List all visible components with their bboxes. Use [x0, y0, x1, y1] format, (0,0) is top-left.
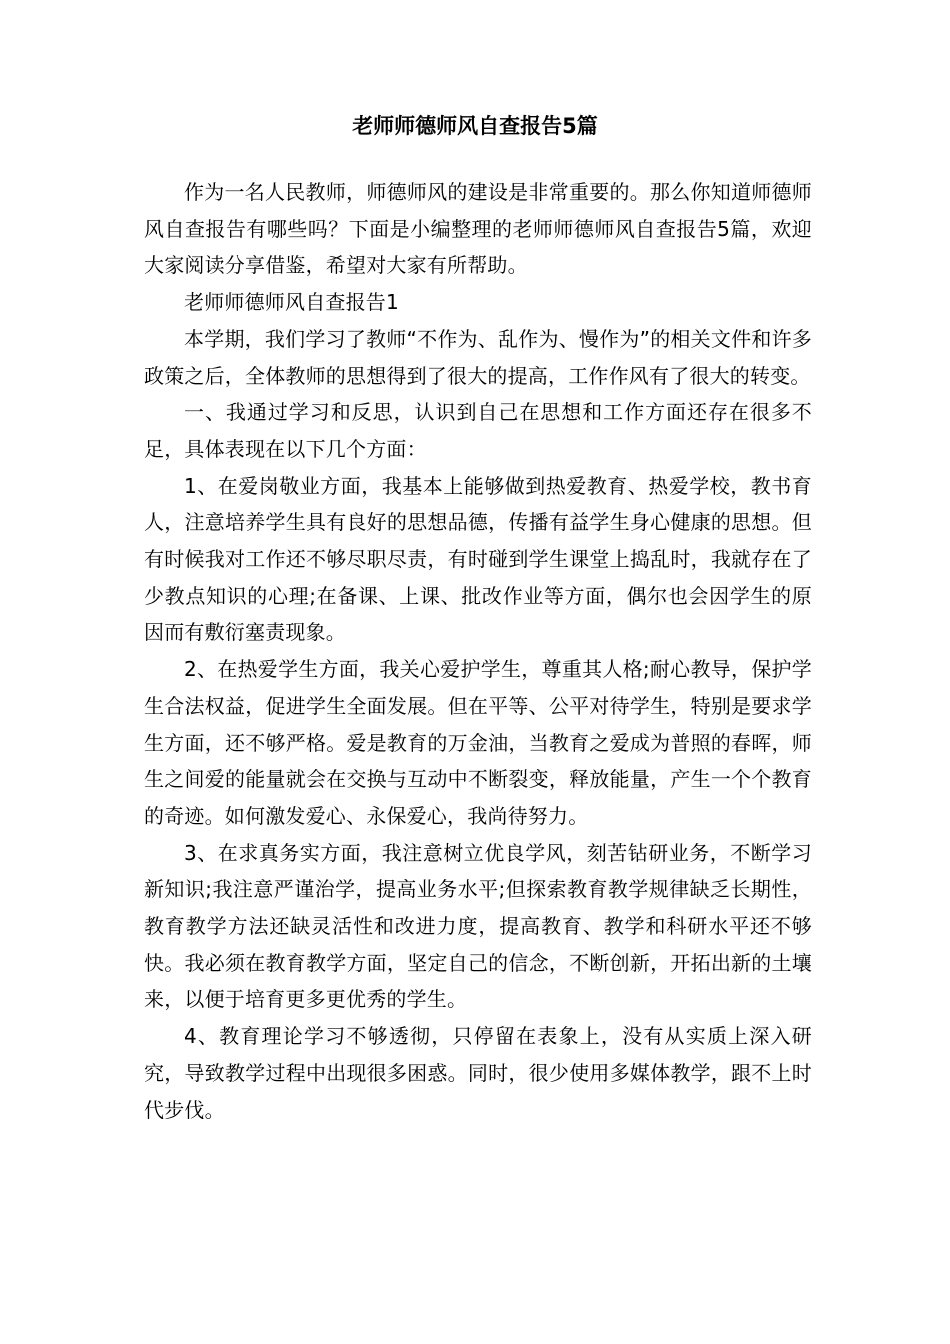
- document-body: [144, 174, 812, 1128]
- body-paragraph: 本学期，我们学习了教师“不作为、乱作为、慢作为”的相关文件和许多政策之后，全体教师的思想得到了很大的提高，工作作风有了很大的转变。: [144, 326, 812, 388]
- intro-paragraph: 作为一名人民教师，师德师风的建设是非常重要的。那么你知道师德师风自查报告有哪些吗？下面是小编整理的老师师德师风自查报告5篇，欢迎大家阅读分享借鉴，希望对大家有所帮助。: [144, 180, 812, 278]
- body-paragraph: 一、我通过学习和反思，认识到自己在思想和工作方面还存在很多不足，具体表现在以下几个方面：: [144, 400, 812, 461]
- body-paragraph: 4、教育理论学习不够透彻，只停留在表象上，没有从实质上深入研究，导致教学过程中出现很多困惑。同时，很少使用多媒体教学，跟不上时代步伐。: [144, 1024, 812, 1122]
- body-paragraph: 2、在热爱学生方面，我关心爱护学生，尊重其人格;耐心教导，保护学生合法权益，促进学生全面发展。但在平等、公平对待学生，特别是要求学生方面，还不够严格。爱是教育的万金油，当教育之爱成为普照的春晖，师生之间爱的能量就会在交换与互动中不断裂变，释放能量，产生一个个教育的奇迹。如何激发爱心、永保爱心，我尚待努力。: [144, 657, 812, 828]
- body-paragraph: 1、在爱岗敬业方面，我基本上能够做到热爱教育、热爱学校，教书育人，注意培养学生具有良好的思想品德，传播有益学生身心健康的思想。但有时候我对工作还不够尽职尽责，有时碰到学生课堂上捣乱时，我就存在了少教点知识的心理;在备课、上课、批改作业等方面，偶尔也会因学生的原因而有敷衍塞责现象。: [144, 473, 812, 645]
- document-title: 老师师德师风自查报告5篇: [352, 114, 598, 138]
- section-heading: 老师师德师风自查报告1: [184, 290, 399, 315]
- body-paragraph: 3、在求真务实方面，我注意树立优良学风，刻苦钻研业务，不断学习新知识;我注意严谨治学，提高业务水平;但探索教育教学规律缺乏长期性，教育教学方法还缺灵活性和改进力度，提高教育、教学和科研水平还不够快。我必须在教育教学方面，坚定自己的信念，不断创新，开拓出新的土壤来，以便于培育更多更优秀的学生。: [144, 840, 812, 1012]
